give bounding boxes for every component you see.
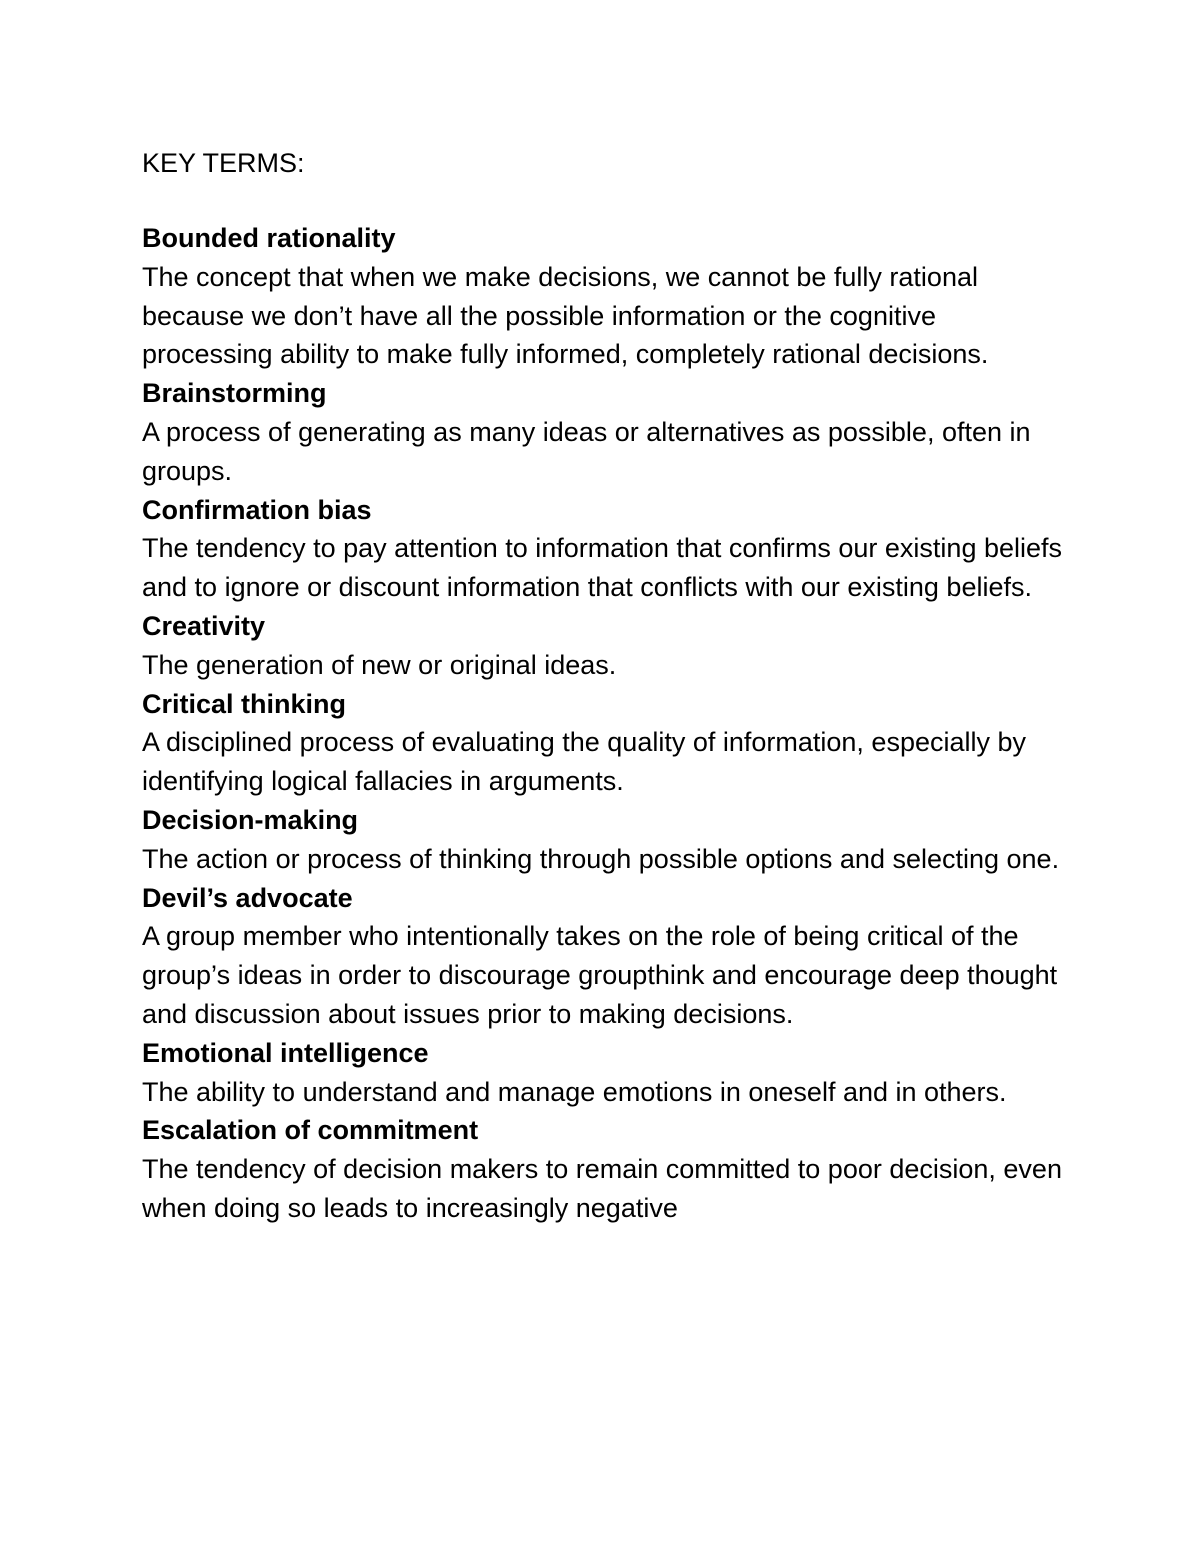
term-entry	[142, 607, 1072, 685]
term-entry	[142, 219, 1072, 374]
term-definition: The generation of new or original ideas.	[142, 649, 617, 680]
term-name: Creativity	[142, 610, 266, 641]
term-name: Escalation of commitment	[142, 1115, 479, 1146]
term-entry	[142, 879, 1072, 1034]
term-definition: A disciplined process of evaluating the quality of information, especially by identifying logical fallacies in arguments.	[142, 727, 1026, 797]
term-entry	[142, 685, 1072, 801]
term-entry	[142, 491, 1072, 607]
term-entry	[142, 1034, 1072, 1112]
term-entry	[142, 801, 1072, 879]
term-name: Brainstorming	[142, 378, 327, 409]
term-name: Confirmation bias	[142, 494, 372, 525]
term-name: Devil’s advocate	[142, 882, 353, 913]
term-definition: The concept that when we make decisions, we cannot be fully rational because we don’t have all the possible information or the cognitive processing ability to make fully informed, completely rational decisions.	[142, 261, 989, 370]
term-name: Bounded rationality	[142, 223, 396, 253]
term-name: Decision-making	[142, 804, 359, 835]
term-definition: A group member who intentionally takes on the role of being critical of the group’s ideas in order to discourage groupthink and encourage deep thought and discussion about issues prior to making decisions.	[142, 921, 1058, 1029]
page-title: KEY TERMS:	[142, 148, 305, 178]
term-definition: A process of generating as many ideas or alternatives as possible, often in groups.	[142, 416, 1031, 486]
term-entry	[142, 374, 1072, 490]
term-entry	[142, 1111, 1072, 1227]
term-definition: The tendency of decision makers to remain committed to poor decision, even when doing so leads to increasingly negative	[142, 1154, 1062, 1223]
term-definition: The action or process of thinking through possible options and selecting one.	[142, 843, 1060, 874]
term-name: Critical thinking	[142, 688, 347, 719]
term-definition: The tendency to pay attention to information that confirms our existing beliefs and to ignore or discount information that conflicts with our existing beliefs.	[142, 533, 1063, 603]
term-name: Emotional intelligence	[142, 1037, 429, 1068]
key-terms-list	[142, 219, 1072, 1228]
term-definition: The ability to understand and manage emotions in oneself and in others.	[142, 1076, 1007, 1107]
